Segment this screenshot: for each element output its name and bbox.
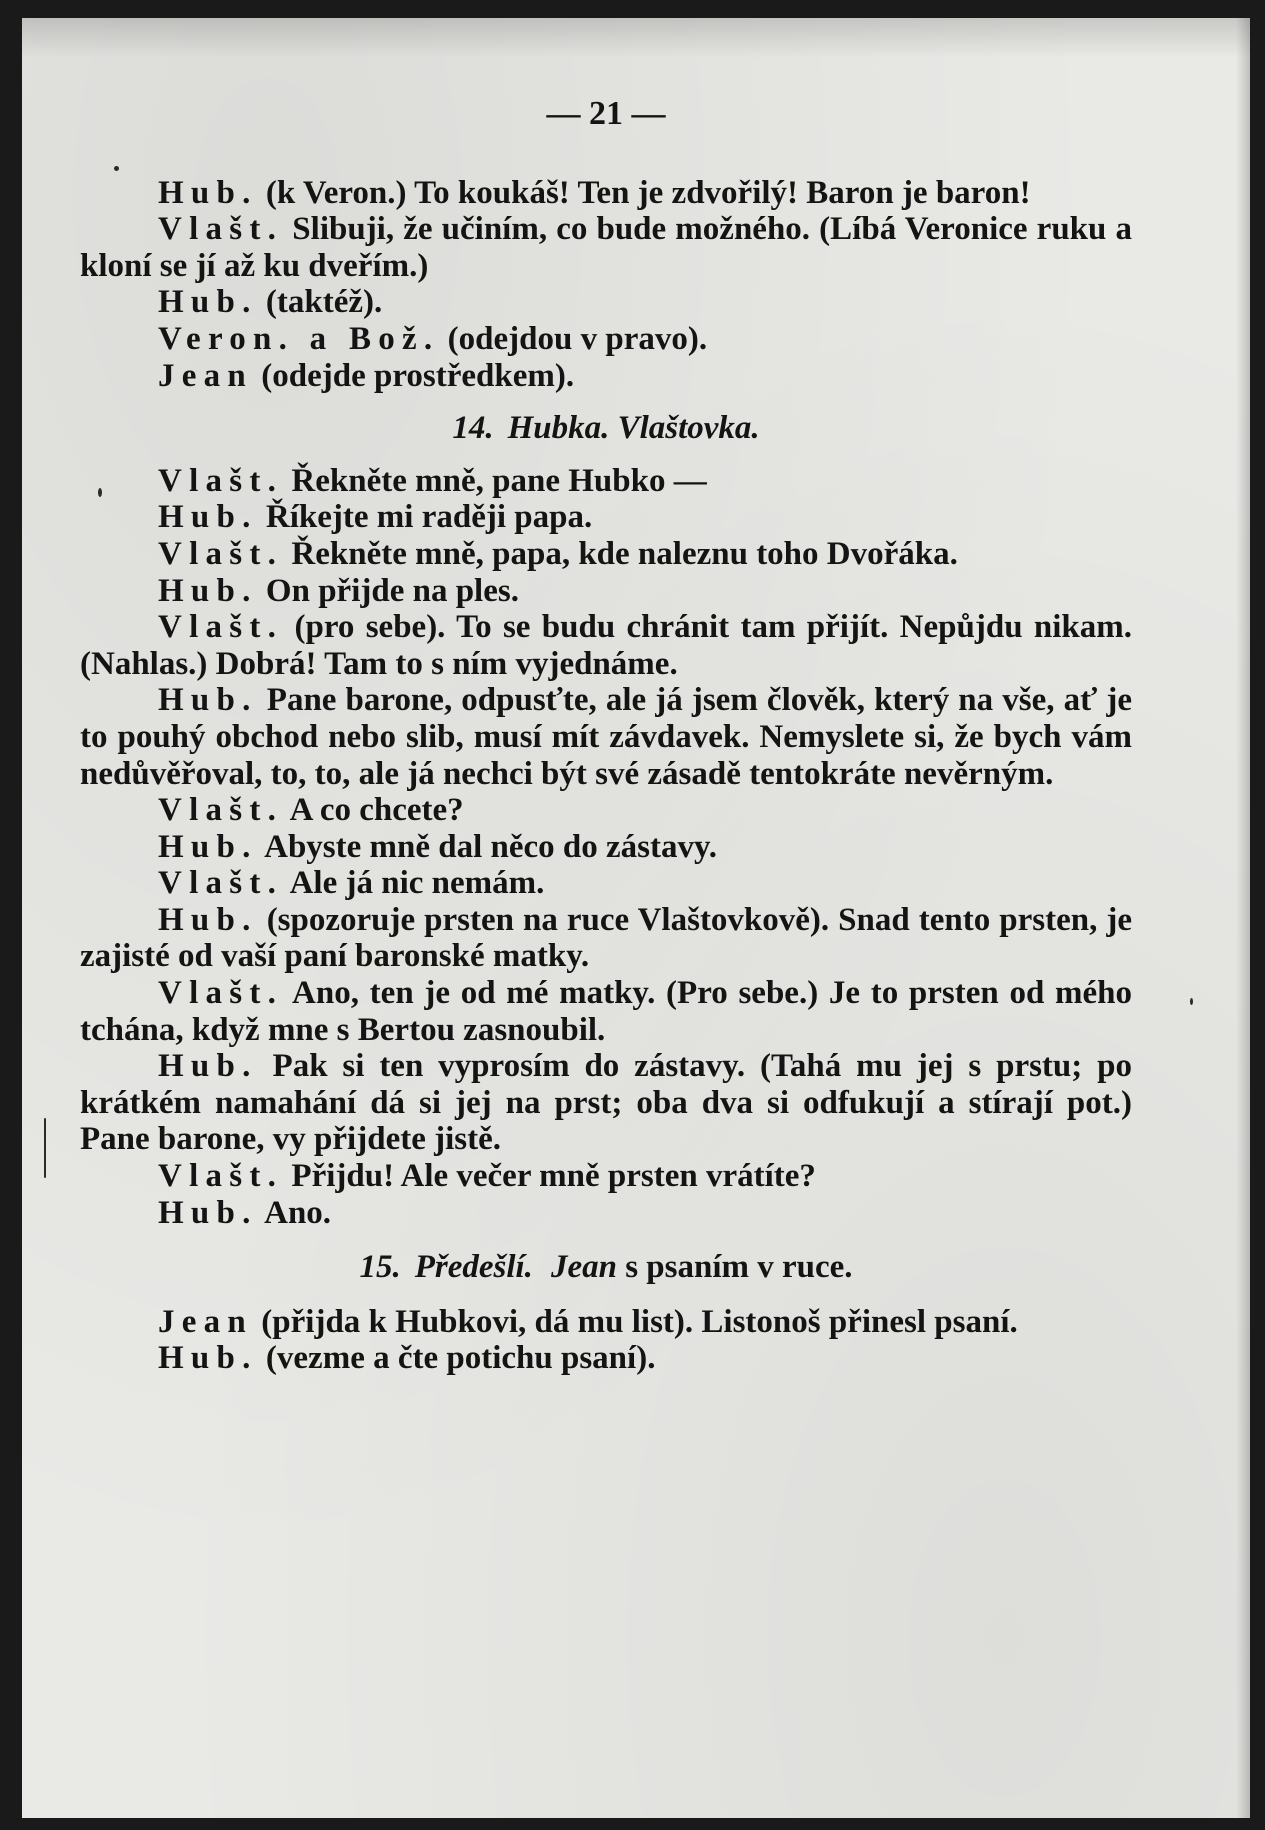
speaker-name: Hub. — [158, 682, 258, 719]
speech-text: Řekněte mně, papa, kde naleznu toho Dvořáka. — [291, 535, 958, 572]
scene-title: Hubka. Vlaštovka. — [507, 410, 760, 447]
dialogue-line — [80, 609, 1132, 682]
speaker-name: Hub. — [158, 284, 258, 321]
speaker-name: Vlašt. — [158, 975, 284, 1012]
speech-text: Slibuji, že učiním, co bude možného. (Líbá Veronice ruku a kloní se jí až ku dveřím.) — [80, 211, 1133, 284]
page-shadow-right — [1236, 18, 1250, 1818]
scene-heading-15 — [80, 1249, 1132, 1286]
scene-stage-direction: s psaním v ruce. — [625, 1249, 853, 1286]
scene-heading-14 — [80, 410, 1132, 447]
scene-number: 14. — [452, 410, 494, 447]
dialogue-line — [80, 975, 1132, 1048]
dialogue-line — [80, 284, 1132, 321]
speaker-name: Vlašt. — [158, 211, 284, 248]
speech-text: Abyste mně dal něco do zástavy. — [264, 828, 717, 865]
book-page — [22, 18, 1250, 1818]
speaker-name: Vlašt. — [158, 865, 284, 902]
dialogue-line — [80, 829, 1132, 866]
speaker-name: Hub. — [158, 174, 258, 211]
speaker-name: Veron. a Bož. — [158, 320, 440, 357]
speech-text: Ano. — [264, 1194, 332, 1231]
dialogue-line — [80, 902, 1132, 975]
dialogue-line — [80, 1048, 1132, 1158]
print-speck — [98, 488, 102, 497]
speech-text: On přijde na ples. — [265, 572, 519, 609]
speech-text: (k Veron.) To koukáš! Ten je zdvořilý! Baron je baron! — [265, 174, 1031, 211]
speech-text: A co chcete? — [289, 792, 464, 829]
scene-character: Jean — [550, 1249, 617, 1286]
dialogue-line — [80, 1195, 1132, 1232]
page-number: — 21 — — [546, 95, 666, 132]
dialogue-line — [80, 463, 1132, 500]
speaker-name: Jean — [158, 357, 254, 394]
speaker-name: Vlašt. — [158, 1158, 284, 1195]
speech-text: (přijda k Hubkovi, dá mu list). Listonoš přinesl psaní. — [261, 1303, 1018, 1340]
speech-text: (odejde prostředkem). — [261, 357, 575, 394]
dialogue-line — [80, 1340, 1132, 1377]
dialogue-line — [80, 358, 1132, 395]
print-scratch — [44, 1118, 46, 1178]
scene-title: Předešlí. — [414, 1249, 533, 1286]
dialogue-line — [80, 175, 1132, 212]
speaker-name: Hub. — [158, 828, 258, 865]
dialogue-block-intro — [80, 175, 1132, 395]
dialogue-line — [80, 573, 1132, 610]
dialogue-line — [80, 536, 1132, 573]
speaker-name: Hub. — [158, 1340, 258, 1377]
speaker-name: Vlašt. — [158, 609, 284, 646]
speaker-name: Vlašt. — [158, 535, 284, 572]
page-text — [80, 96, 1132, 1377]
dialogue-block-scene-15 — [80, 1304, 1132, 1377]
speech-text: (pro sebe). To se budu chránit tam přijít. Nepůjdu nikam. (Nahlas.) Dobrá! Tam to s ním vyjednáme. — [80, 609, 1132, 682]
dialogue-line — [80, 865, 1132, 902]
speaker-name: Hub. — [158, 499, 258, 536]
dialogue-line — [80, 792, 1132, 829]
print-speck — [1190, 998, 1193, 1005]
scene-number: 15. — [359, 1249, 401, 1286]
speech-text: Ano, ten je od mé matky. (Pro sebe.) Je to prsten od mého tchána, když mne s Bertou zasnoubil. — [80, 975, 1133, 1048]
dialogue-line — [80, 1304, 1132, 1341]
speaker-name: Hub. — [158, 901, 258, 938]
speaker-name: Hub. — [158, 572, 258, 609]
speech-text: Přijdu! Ale večer mně prsten vrátíte? — [291, 1158, 816, 1195]
speech-text: Ale já nic nemám. — [289, 865, 545, 902]
speech-text: (taktéž). — [265, 284, 383, 321]
speaker-name: Vlašt. — [158, 462, 284, 499]
speech-text: (vezme a čte potichu psaní). — [265, 1340, 656, 1377]
speech-text: Řekněte mně, pane Hubko — — [291, 462, 707, 499]
speech-text: Říkejte mi raději papa. — [265, 499, 593, 536]
dialogue-line — [80, 211, 1132, 284]
page-shadow-top — [22, 18, 1250, 58]
print-speck — [114, 166, 119, 171]
speaker-name: Jean — [158, 1303, 254, 1340]
speaker-name: Hub. — [158, 1194, 258, 1231]
speech-text: (odejdou v pravo). — [447, 320, 708, 357]
dialogue-line — [80, 499, 1132, 536]
dialogue-line — [80, 682, 1132, 792]
speaker-name: Hub. — [158, 1048, 258, 1085]
dialogue-line — [80, 321, 1132, 358]
speech-text: (spozoruje prsten na ruce Vlaštovkově). Snad tento prsten, je zajisté od vaší paní baronské matky. — [80, 901, 1132, 975]
dialogue-line — [80, 1158, 1132, 1195]
speaker-name: Vlašt. — [158, 792, 284, 829]
speech-text: Pak si ten vyprosím do zástavy. (Tahá mu jej s prstu; po krátkém namahání dá si jej na prst; oba dva si odfukují a stírají pot.) Pane barone, vy přijdete jistě. — [80, 1048, 1132, 1158]
speech-text: Pane barone, odpusťte, ale já jsem člověk, který na vše, ať je to pouhý obchod nebo slib, musí mít závdavek. Nemyslete si, že bych vám nedůvěřoval, to, to, ale já nechci být své zásadě tentokráte nevěrným. — [80, 682, 1133, 792]
dialogue-block-scene-14 — [80, 463, 1132, 1231]
